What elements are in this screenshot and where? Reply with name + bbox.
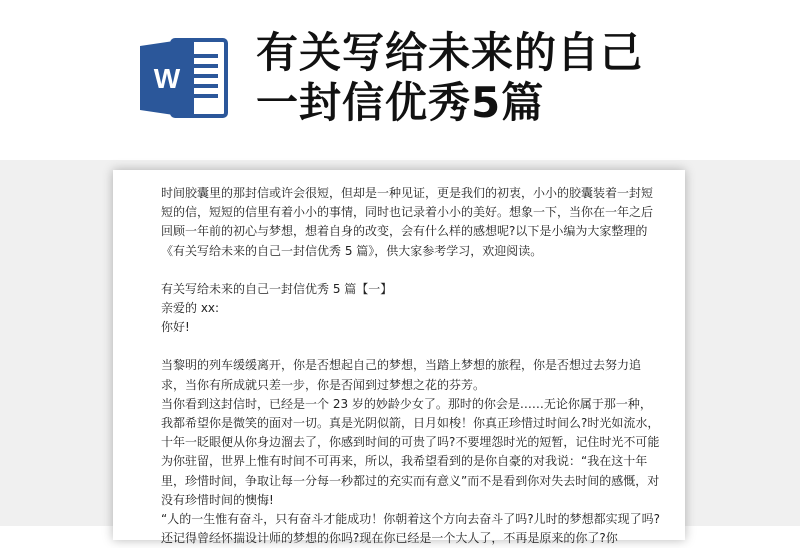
blank-line — [161, 261, 661, 280]
letter-salutation: 亲爱的 xx: — [161, 301, 220, 316]
title-line-2: 一封信优秀5篇 — [256, 78, 545, 127]
body-paragraph-3: “人的一生惟有奋斗，只有奋斗才能成功！你朝着这个方向去奋斗了吗?儿时的梦想都实现了吗?还记得曾经怀揣设计师的梦想的你吗?现在你已经是一个大人了，不再是原来的你了?你 — [161, 512, 660, 546]
body-paragraph-1: 当黎明的列车缓缓离开，你是否想起自己的梦想，当踏上梦想的旅程，你是否想过去努力追求，当你有所成就只差一步，你是否闻到过梦想之花的芬芳。 — [161, 358, 642, 392]
intro-paragraph: 时间胶囊里的那封信或许会很短，但却是一种见证，更是我们的初衷，小小的胶囊装着一封短短的信，短短的信里有着小小的事情，同时也记录着小小的美好。想象一下，当你在一年之后回顾一年前的初心与梦想，想着自身的改变，会有什么样的感想呢?以下是小编为大家整理的《有关写给未来的自己一封信优秀 5 篇》，供大家参考学习，欢迎阅读。 — [161, 186, 654, 258]
letter-greeting: 你好! — [161, 320, 190, 335]
body-paragraph-2: 当你看到这封信时，已经是一个 23 岁的妙龄少女了。那时的你会是……无论你属于那一种，我都希望你是微笑的面对一切。真是光阴似箭，日月如梭！你真正珍惜过时间么?时光如流水，十年一眨眼便从你身边溜去了，你感到时间的可贵了吗?不要埋怨时光的短暂，记住时光不可能为你驻留，世界上惟有时间不可再来，所以，我希望看到的是你自豪的对我说：“我在这十年里，珍惜时间，争取让每一分每一秒都过的充实而有意义”而不是看到你对失去时间的感慨，对没有珍惜时间的懊悔! — [161, 396, 660, 507]
word-icon-letter: W — [153, 63, 181, 94]
title-line-1: 有关写给未来的自己 — [256, 28, 644, 77]
word-document-icon — [138, 32, 230, 124]
header — [0, 0, 800, 160]
document-body — [161, 184, 661, 548]
section-heading: 有关写给未来的自己一封信优秀 5 篇【一】 — [161, 281, 393, 296]
blank-line — [161, 337, 661, 356]
page-title — [256, 28, 776, 128]
document-page — [113, 170, 685, 546]
